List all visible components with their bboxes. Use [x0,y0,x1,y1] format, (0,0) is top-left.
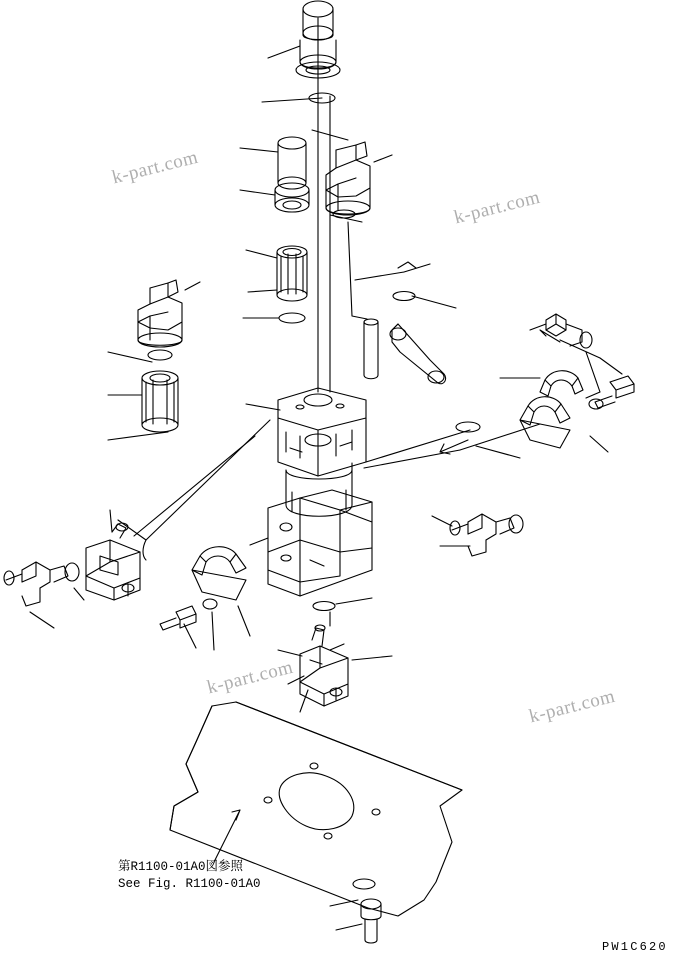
watermark: k-part.com [205,656,296,699]
reference-note-en: See Fig. R1100-01A0 [118,877,261,891]
leader-43 [330,900,358,906]
swivel-joint-body-part [268,388,372,596]
arrow-14 [398,262,416,268]
leader-32 [74,588,84,600]
clamp-half-upper-part [540,371,583,396]
watermark: k-part.com [452,186,543,229]
bolt-top-part [296,1,340,78]
leader-14 [355,264,430,280]
clamp-half-lower-part [520,397,570,448]
leader-22 [476,446,520,458]
leader-37 [336,598,372,604]
valve-block-bottom-part [300,625,348,706]
leader-30 [110,510,112,532]
leader-16 [246,404,280,410]
leader-36 [212,612,214,650]
watermark: k-part.com [110,146,201,189]
clamp-half-left-part [192,547,246,600]
leader-25 [590,436,608,452]
pin-rod-part [364,319,378,379]
leader-8 [108,352,152,362]
leader-28 [432,516,452,526]
leader-41 [352,656,392,660]
elbow-fitting-right-part [450,514,523,556]
leader-19 [143,540,146,560]
bolt-bottom-part [361,899,381,943]
leader-3 [240,148,278,152]
leader-6 [248,290,277,292]
valve-block-left-part [86,523,140,600]
solenoid-valve-right-part [326,142,392,215]
oring-lower-part [313,602,335,611]
leader-18 [134,436,255,536]
bolt-clamp-left-part [160,606,196,630]
watermark: k-part.com [527,685,618,728]
leader-31 [30,612,54,628]
spool-sleeve-part [277,246,307,301]
leader-10 [108,432,168,440]
leader-13 [348,222,367,319]
leader-17 [118,420,270,540]
washer-bottom-part [353,879,375,889]
oring-upper-2-part [279,313,305,323]
bolt-clamp-right-part [595,376,634,408]
elbow-fitting-upper-right [530,314,592,348]
arrow-baseplate [214,810,240,862]
leader-20 [364,424,540,468]
link-arm-part [390,324,446,384]
reference-note-jp: 第R1100-01A0図参照 [118,860,244,874]
leader-5 [246,250,277,258]
washer-clamp-left-part [203,599,217,609]
elbow-fitting-left-part [4,562,79,606]
leader-15 [412,296,456,308]
arrow-22 [440,440,468,454]
leader-24 [586,352,600,398]
leader-44 [336,924,362,930]
leader-34 [238,606,250,636]
leader-33 [250,538,268,545]
leader-35 [184,624,196,648]
plug-upper-part [275,137,309,212]
solenoid-valve-left-part [138,280,200,347]
oring-cartridge [148,350,172,360]
leader-40 [300,690,308,712]
cartridge-valve-part [142,371,178,432]
leader-38 [278,650,302,656]
leader-1 [268,46,300,58]
drawing-code: PW1C620 [602,940,668,954]
leader-4 [240,190,275,195]
